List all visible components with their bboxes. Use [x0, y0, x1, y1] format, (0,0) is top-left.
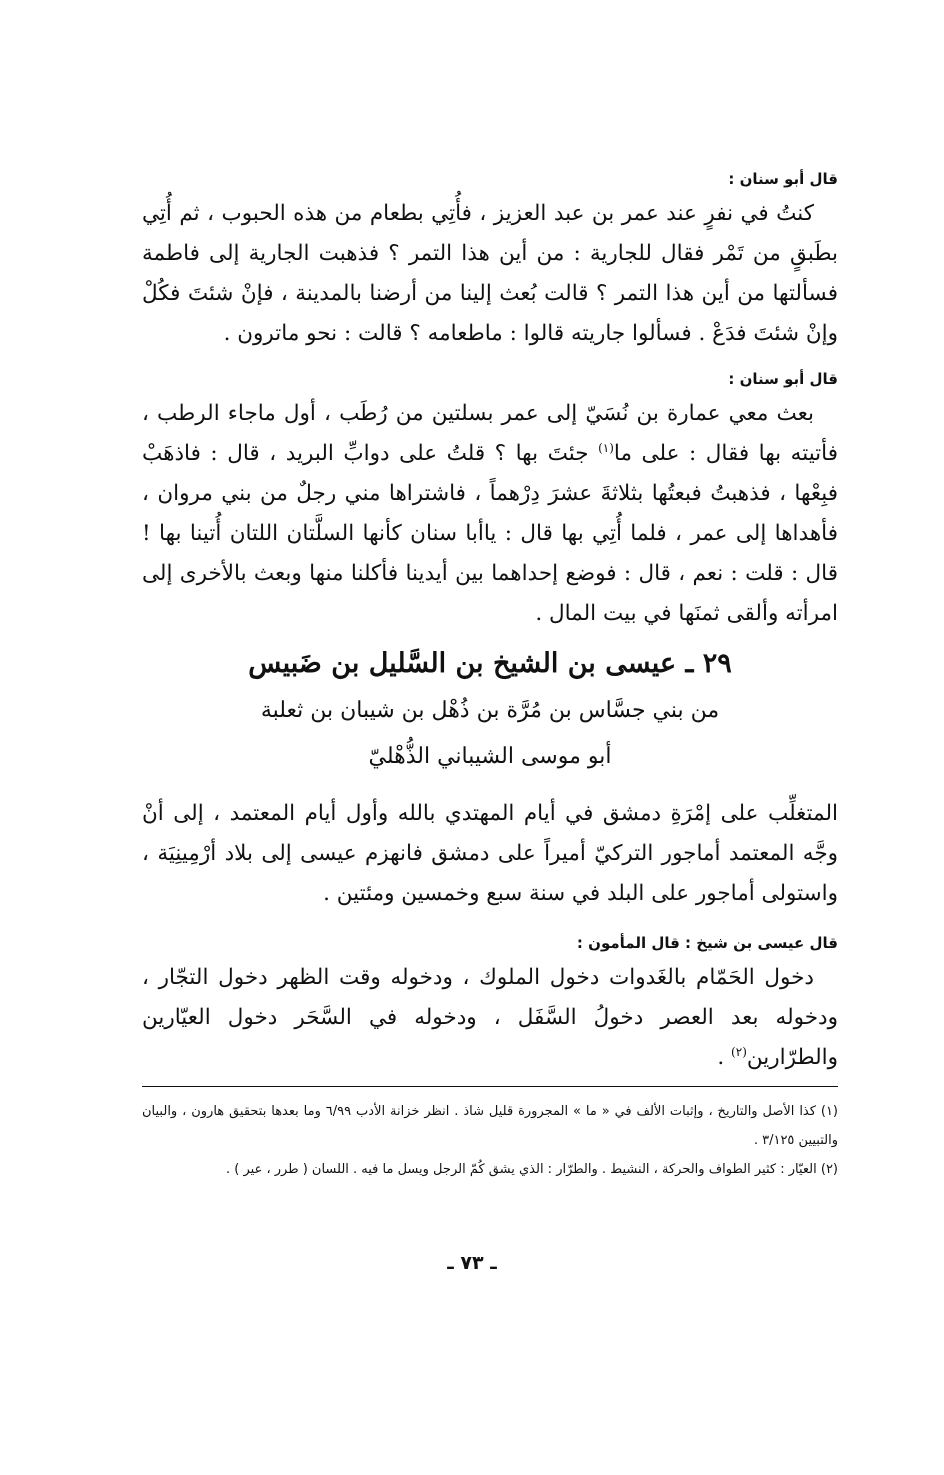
page-content	[142, 168, 838, 1184]
page-number: ـ ٧٣ ـ	[447, 1252, 497, 1274]
biography-name: ٢٩ ـ عيسى بن الشيخ بن السَّليل بن ضَبيس	[248, 648, 732, 679]
biography-paragraph: المتغلِّب على إمْرَةِ دمشق في أيام المهتدي بالله وأول أيام المعتمد ، إلى أنْ وجَّه المعتمد أماجور التركيّ أميراً على دمشق فانهزم عيسى إلى بلاد أرْمِينِيَة ، واستولى أماجور على البلد في سنة سبع وخمسين ومئتين .	[142, 801, 838, 906]
biography-heading	[142, 640, 838, 780]
footnote: (١) كذا الأصل والتاريخ ، وإثبات الألف في « ما » المجرورة قليل شاذ . انظر خزانة الأدب ٦/٩٩ وما بعدها بتحقيق هارون ، والبيان والتبيين ٣/١٢٥ .	[142, 1104, 838, 1148]
narration-text: بعث معي عمارة بن نُسَيّ إلى عمر بسلتين من رُطَب ، أول ماجاء الرطب ، فأتيته بها فقال : على ما	[142, 401, 838, 466]
footnote-marker: (١)	[598, 440, 614, 455]
narration-text: جئتَ بها ؟ قلتُ على دوابِّ البريد ، قال : فاذهَبْ فبِعْها ، فذهبتُ فبعتُها بثلاثةَ عشرَ دِرْهماً ، فاشتراها مني رجلٌ من بني مروان ، فأهداها إلى عمر ، فلما أُتِي بها قال : ياأبا سنان كأنها السلَّتان اللتان أُتينا بها ! قال : قلت : نعم ، قال : فوضع إحداهما بين أيدينا فأكلنا منها وبعث بالأخرى إلى امرأته وألقى ثمنَها في بيت المال .	[142, 441, 838, 626]
footnote-divider	[142, 1086, 838, 1087]
speaker-heading: قال عيسى بن شيخ : قال المأمون :	[576, 934, 838, 952]
narration-text: دخول الحَمّام بالغَدوات دخول الملوك ، ودخوله وقت الظهر دخول التجّار ، ودخوله بعد العصر دخولُ السَّفَل ، ودخوله في السَّحَر دخول العيّارين والطرّارين	[142, 965, 838, 1070]
footnote: (٢) العيّار : كثير الطواف والحركة ، النشيط . والطرّار : الذي يشق كُمّ الرجل ويسل ما فيه . اللسان ( طرر ، عير ) .	[226, 1162, 838, 1177]
biography-kunya: أبو موسى الشيباني الذُّهْليّ	[368, 744, 612, 769]
narration-text: .	[717, 1045, 732, 1070]
narration-paragraph	[142, 194, 838, 354]
narration-paragraph	[142, 958, 838, 1078]
narration-paragraph	[142, 394, 838, 634]
footnote-marker: (٢)	[731, 1044, 747, 1059]
speaker-heading: قال أبو سنان :	[728, 370, 838, 388]
biography-lineage: من بني جسَّاس بن مُرَّة بن ذُهْل بن شيبان بن ثعلبة	[260, 698, 720, 723]
narration-text: كنتُ في نفرٍ عند عمر بن عبد العزيز ، فأُتِي بطعام من هذه الحبوب ، ثم أُتِي بطَبقٍ من تَمْر فقال للجارية : من أين هذا التمر ؟ فذهبت الجارية إلى فاطمة فسألتها من أين هذا التمر ؟ قالت بُعث إلينا من أرضنا بالمدينة ، فإنْ شئتَ فكُلْ وإنْ شئتَ فدَعْ . فسألوا جاريته قالوا : ماطعامه ؟ قالت : نحو ماترون .	[142, 201, 838, 346]
speaker-heading: قال أبو سنان :	[728, 170, 838, 188]
